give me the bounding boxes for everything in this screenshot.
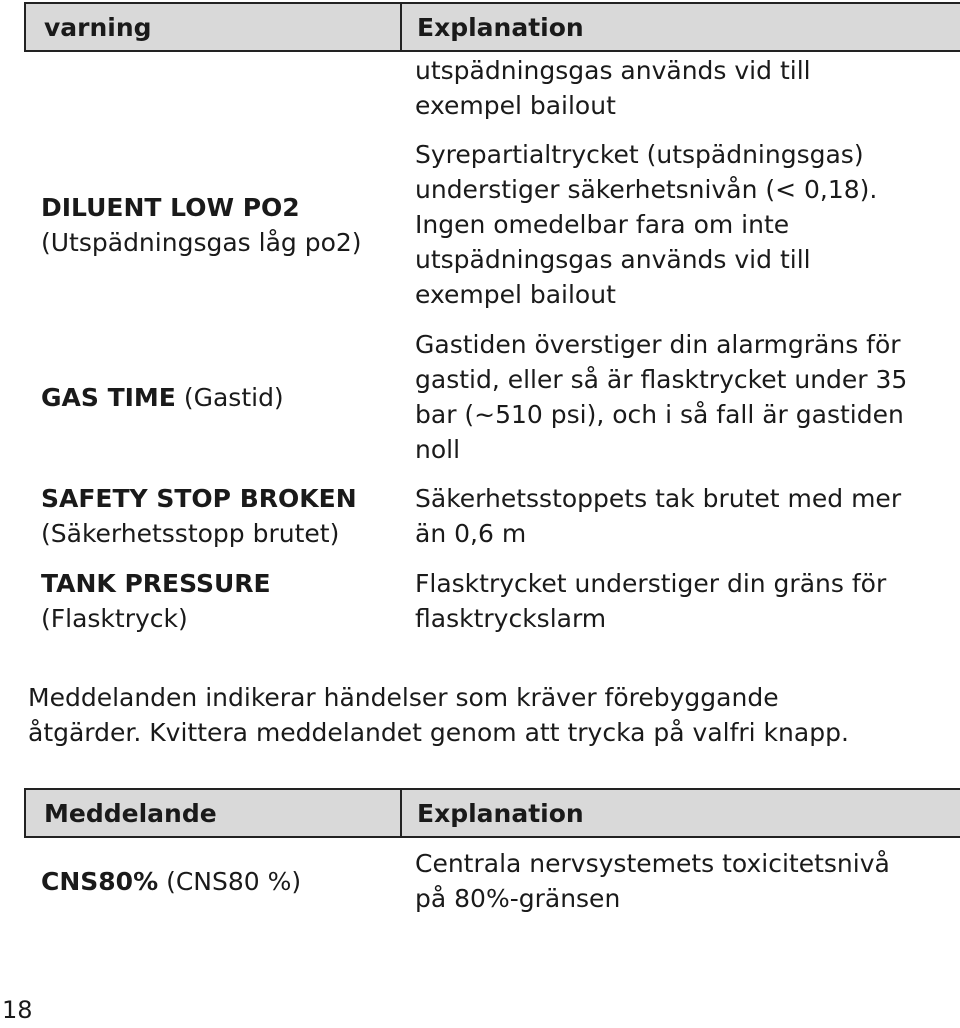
table-row-term (41, 566, 271, 636)
term-translation: (Flasktryck) (41, 604, 188, 633)
table-row-explanation: Centrala nervsystemets toxicitetsnivå på 80%-gränsen (415, 849, 890, 913)
message-table-header (24, 788, 960, 838)
term-bold: DILUENT LOW PO2 (41, 193, 300, 222)
header-varning: varning (44, 13, 152, 42)
message-table (24, 788, 960, 838)
header-explanation: Explanation (417, 13, 584, 42)
header-divider (400, 790, 402, 836)
table-row-explanation: Flasktrycket understiger din gräns för flasktryckslarm (415, 569, 887, 633)
term-translation: (Utspädningsgas låg po2) (41, 228, 362, 257)
header-divider (400, 4, 402, 50)
body-paragraph: Meddelanden indikerar händelser som kräver förebyggande åtgärder. Kvittera meddelandet genom att trycka på valfri knapp. (28, 683, 849, 747)
page-number: 18 (2, 996, 33, 1024)
alarm-table-header (24, 2, 960, 52)
table-row-term (41, 864, 301, 899)
table-row-explanation: Gastiden överstiger din alarmgräns för gastid, eller så är flasktrycket under 35 bar (~510 psi), och i så fall är gastiden noll (415, 330, 908, 464)
term-translation: (CNS80 %) (166, 867, 302, 896)
header-explanation: Explanation (417, 799, 584, 828)
header-meddelande: Meddelande (44, 799, 217, 828)
term-bold: GAS TIME (41, 383, 176, 412)
term-translation: (Gastid) (183, 383, 284, 412)
continuation-text: utspädningsgas används vid till exempel bailout (415, 56, 811, 120)
table-row-explanation: Säkerhetsstoppets tak brutet med mer än 0,6 m (415, 484, 902, 548)
term-bold: SAFETY STOP BROKEN (41, 484, 357, 513)
alarm-table (24, 2, 960, 52)
term-bold: TANK PRESSURE (41, 569, 271, 598)
term-translation: (Säkerhetsstopp brutet) (41, 519, 340, 548)
table-row-term (41, 481, 357, 551)
table-row-explanation: Syrepartialtrycket (utspädningsgas) understiger säkerhetsnivån (< 0,18). Ingen omedelbar fara om inte utspädningsgas används vid till exempel bailout (415, 140, 878, 309)
term-bold: CNS80% (41, 867, 159, 896)
table-row-term (41, 380, 284, 415)
table-row-term (41, 190, 362, 260)
